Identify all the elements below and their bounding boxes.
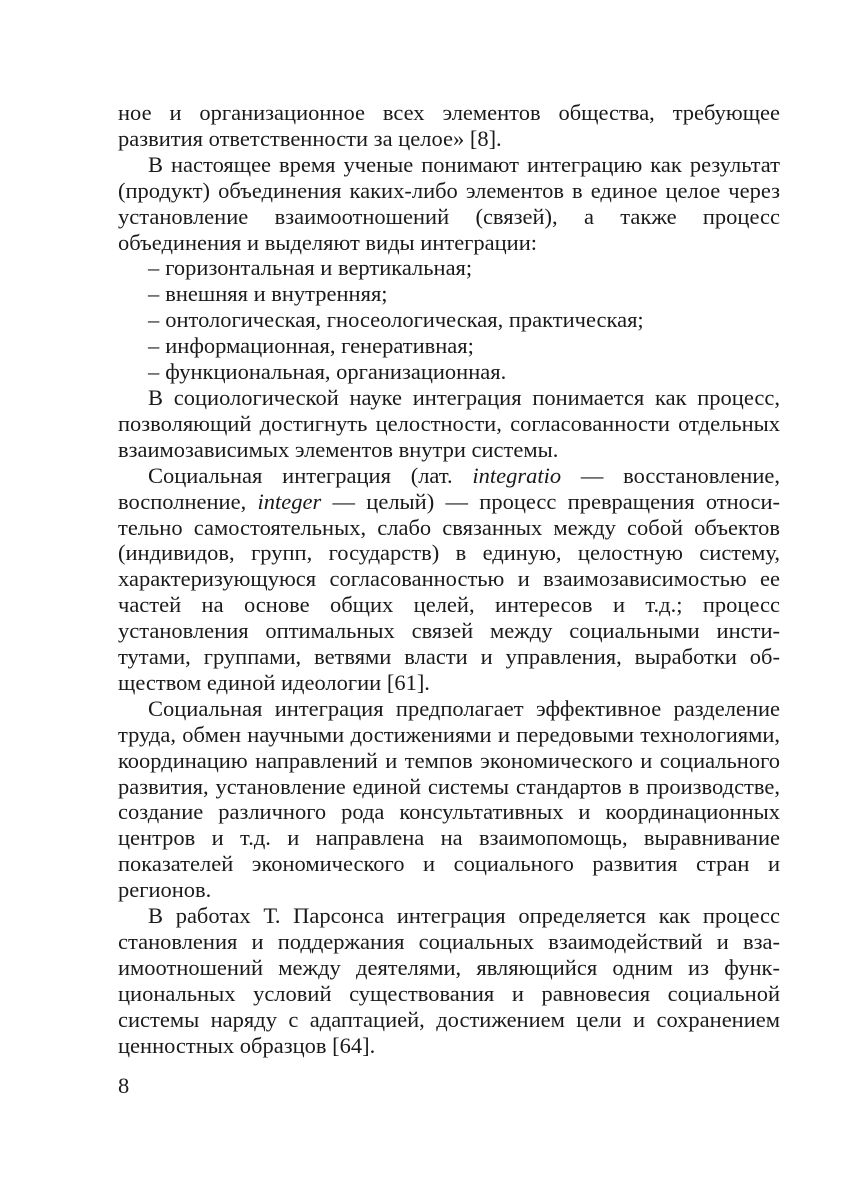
list-dash: – — [148, 281, 160, 307]
list-item-text: горизонтальная и вертикальная; — [165, 255, 473, 281]
list-dash: – — [148, 255, 160, 281]
list-dash: – — [148, 333, 160, 359]
list-item — [118, 255, 780, 281]
list-item — [118, 359, 780, 385]
text-segment: — восстановление, восполнение, — [118, 462, 781, 514]
list-item — [118, 307, 780, 333]
list-dash: – — [148, 359, 160, 385]
list-item-text: внешняя и внутренняя; — [165, 281, 388, 307]
paragraph-sociological-view: В социологической науке интеграция понимается как процесс, позволяющий достигнуть целостности, согласованности отдельных взаимозависимых элементов внутри системы. — [118, 384, 780, 462]
text-segment: — целый) — процесс превращения относительно самостоятельных, слабо связанных между собой объектов (индивидов, групп, государств) в единую, целостную систему, характеризующуюся согласованностью и взаимозависимостью ее частей на основе общих целей, интересов и т.д.; процесс установления оптимальных связей между социальными институтами, группами, ветвями власти и управления, выработки обществом единой идеологии [61]. — [118, 488, 780, 695]
list-item-text: функциональная, организационная. — [165, 359, 507, 385]
paragraph-social-integration-assumes: Социальная интеграция предполагает эффективное разделение труда, обмен научными достижениями и передовыми технологиями, координацию направлений и темпов экономического и социального развития, установление единой системы стандартов в производстве, создание различного рода консультативных и координационных центров и т.д. и направлена на взаимопомощь, выравнивание показателей экономического и социального развития стран и регионов. — [118, 695, 780, 903]
paragraph-social-integration — [118, 463, 780, 696]
paragraph-parsons: В работах Т. Парсонса интеграция определяется как процесс становления и поддержания социальных взаимодействий и взаимоотношений между деятелями, являющийся одним из функциональных условий существования и равновесия социальной системы наряду с адаптацией, достижением цели и сохранением ценностных образцов [64]. — [118, 903, 780, 1058]
paragraph-continuation: ное и организационное всех элементов общества, требующее развития ответственности за целое» [8]. — [118, 100, 780, 151]
list-item-text: онтологическая, гносеологическая, практическая; — [165, 307, 644, 333]
paragraph-integration-definition: В настоящее время ученые понимают интеграцию как результат (продукт) объединения каких-либо элементов в единое целое через установление взаимоотношений (связей), а также процесс объединения и выделяют виды интеграции: — [118, 151, 780, 255]
body-text — [118, 100, 780, 1059]
list-item — [118, 333, 780, 359]
text-segment: Социальная интеграция (лат. — [148, 462, 473, 488]
list-dash: – — [148, 307, 160, 333]
integration-types-list — [118, 255, 780, 385]
latin-term-integratio: integratio — [472, 462, 562, 488]
page-number: 8 — [118, 1073, 130, 1098]
list-item — [118, 281, 780, 307]
list-item-text: информационная, генеративная; — [165, 333, 474, 359]
latin-term-integer: integer — [257, 488, 322, 514]
